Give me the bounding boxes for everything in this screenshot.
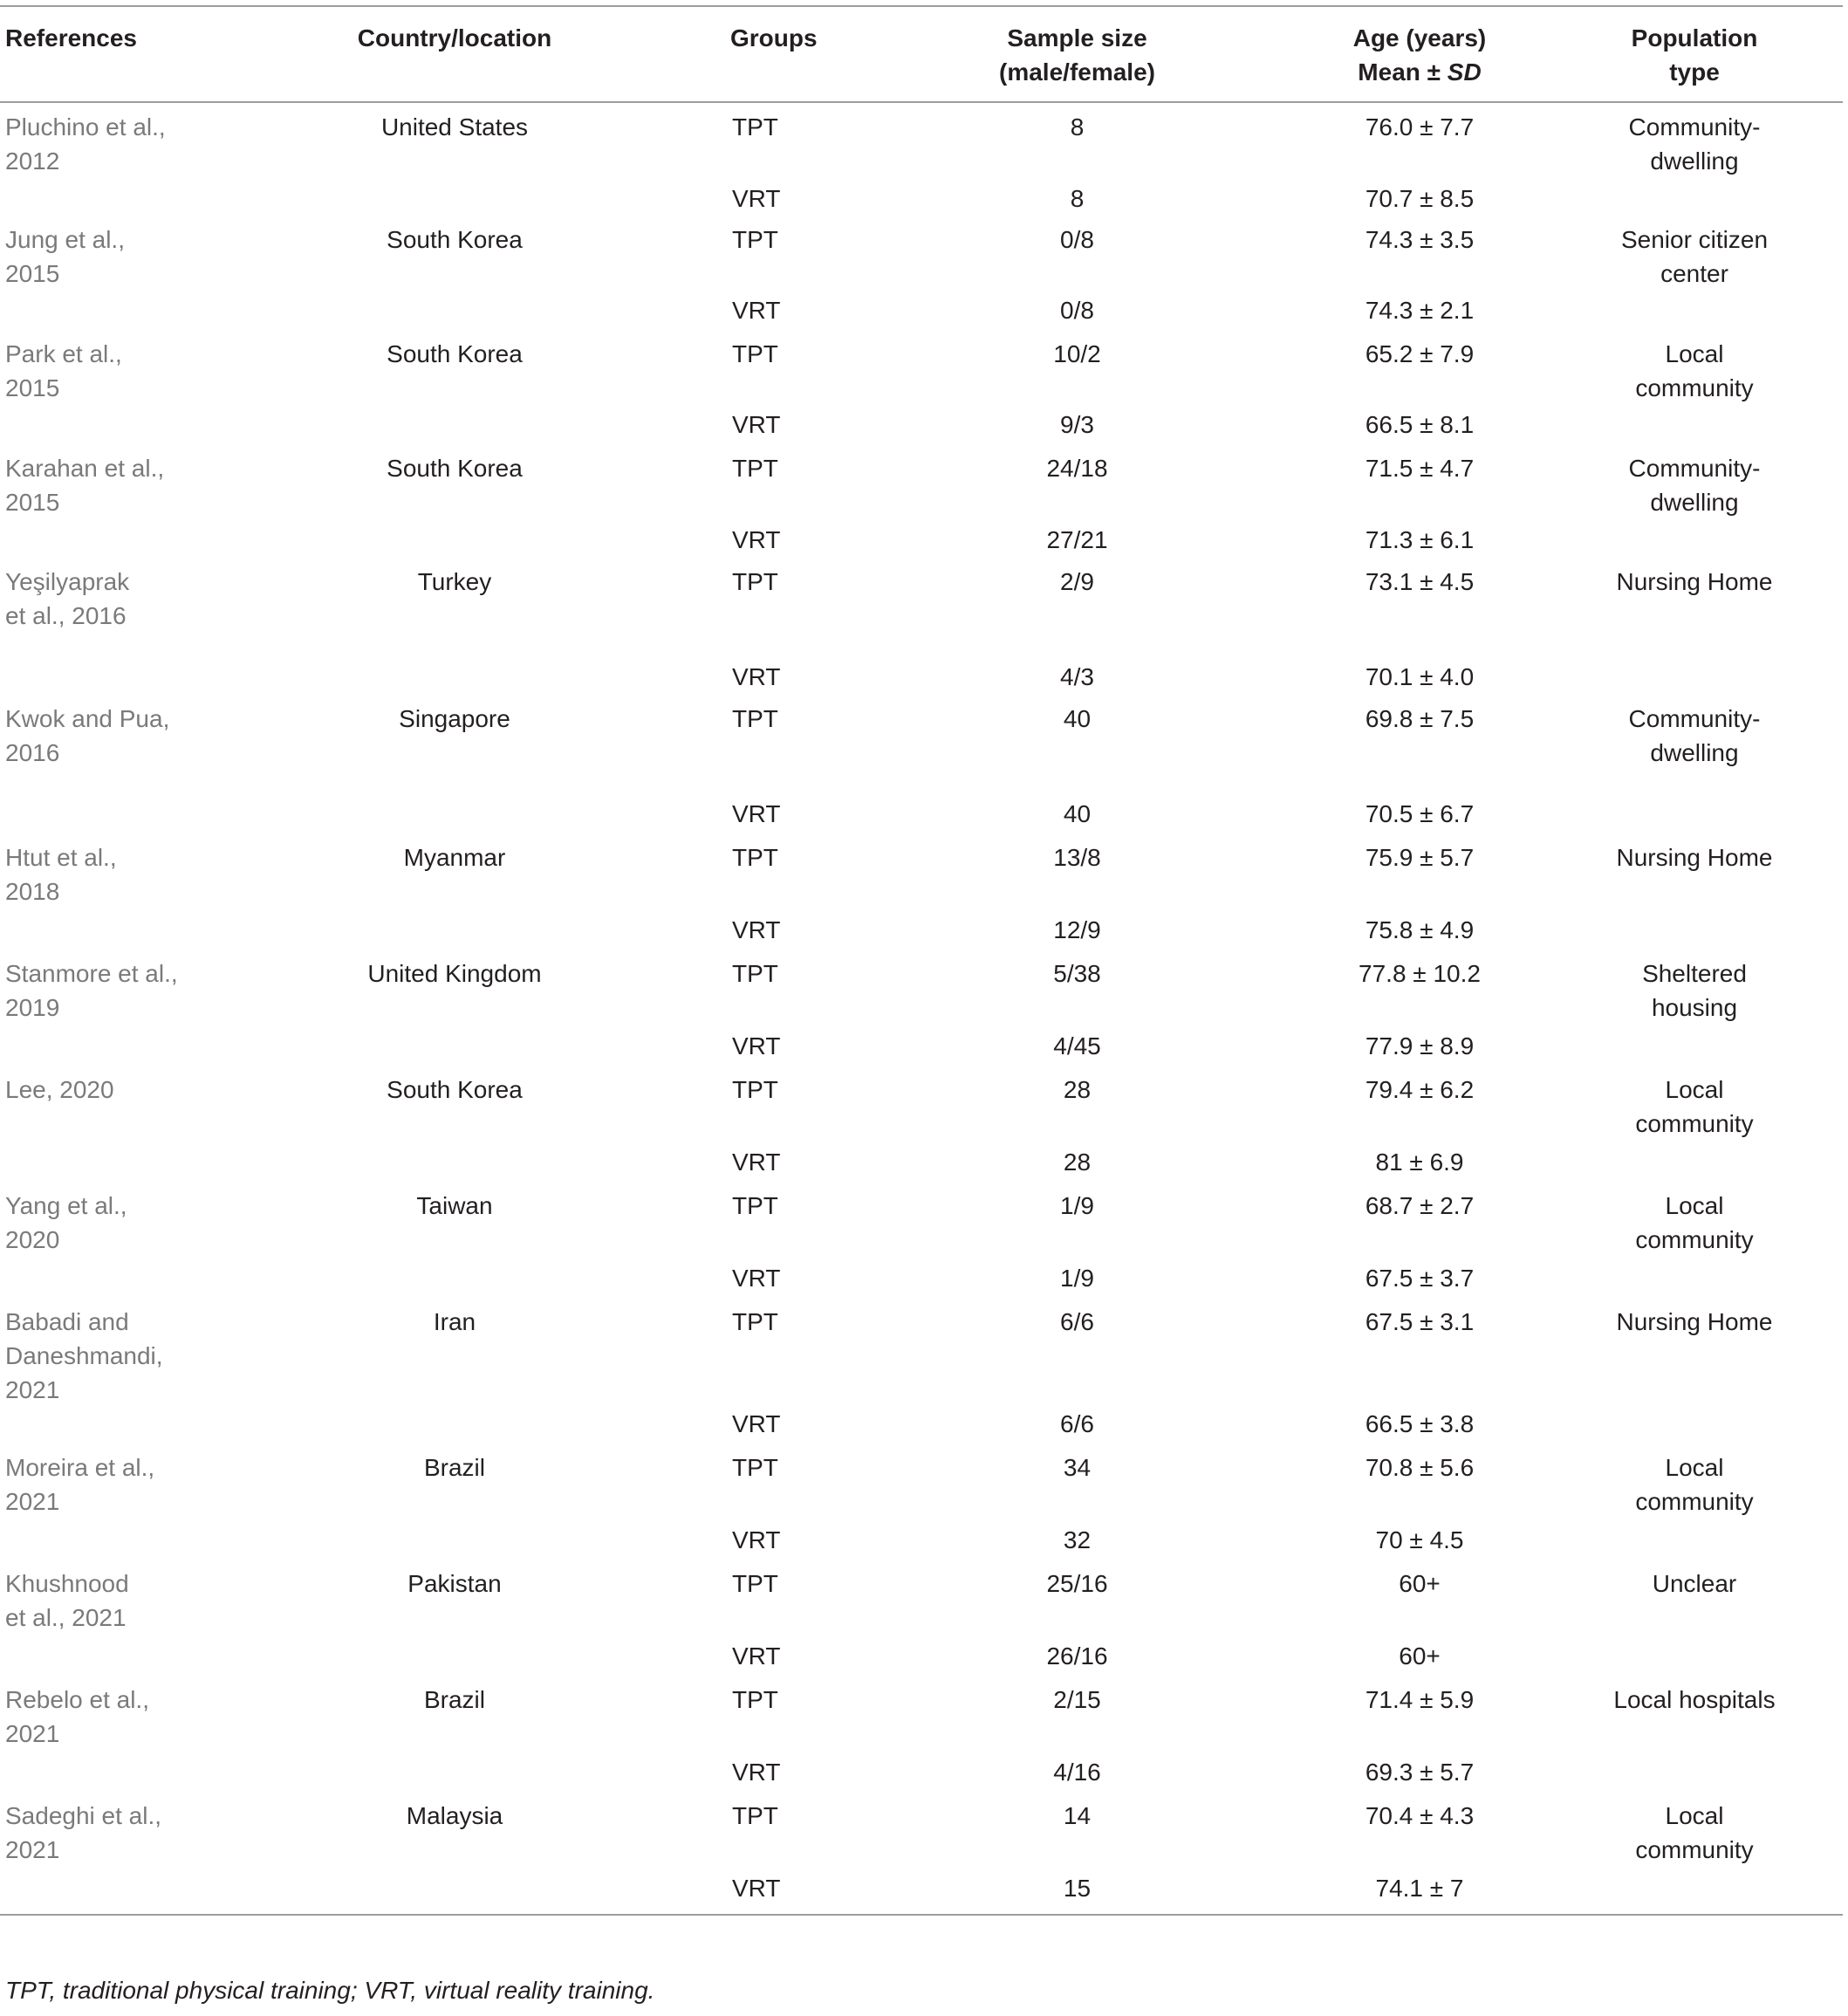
cell-group: VRT: [732, 1526, 781, 1553]
cell-empty: [188, 1523, 722, 1560]
cell-empty: [188, 797, 722, 833]
cell-sample-size: 8: [1070, 185, 1085, 212]
cell-reference: [0, 444, 188, 523]
cell-population-type: [1546, 1560, 1843, 1639]
cell-country: South Korea: [387, 340, 523, 367]
cell-empty: [0, 182, 188, 216]
population-line: dwelling: [1650, 489, 1739, 516]
cell-age: 74.3 ± 2.1: [1365, 297, 1475, 324]
cell-country: South Korea: [387, 226, 523, 253]
population-line: Unclear: [1652, 1570, 1737, 1597]
cell-sample-size: 2/9: [1060, 568, 1094, 595]
cell-group: VRT: [722, 1871, 861, 1915]
cell-group: TPT: [732, 340, 778, 367]
cell-group: TPT: [732, 844, 778, 871]
reference-line: 2020: [5, 1226, 60, 1253]
cell-age: 77.9 ± 8.9: [1365, 1032, 1475, 1059]
cell-sample-size: 15: [861, 1871, 1293, 1915]
cell-population-type: [1546, 558, 1843, 660]
header-age-line2: Mean ±: [1358, 58, 1448, 86]
cell-reference: [0, 102, 188, 182]
reference-line: Karahan et al.,: [5, 455, 165, 482]
header-sample-line1: Sample size: [1007, 24, 1147, 51]
table-row: [0, 330, 1843, 408]
cell-country: Brazil: [423, 1686, 485, 1713]
cell-population-type: [1546, 444, 1843, 523]
cell-empty: [0, 1871, 188, 1915]
cell-population-type: [1546, 1443, 1843, 1523]
header-sample-line2: (male/female): [999, 58, 1155, 86]
cell-group: TPT: [732, 226, 778, 253]
cell-sample-size: 40: [1063, 705, 1092, 732]
cell-age: 70.7 ± 8.5: [1365, 185, 1475, 212]
cell-sample-size: 13/8: [1053, 844, 1101, 871]
cell-empty: [188, 408, 722, 444]
cell-reference: [0, 558, 188, 660]
population-line: Senior citizen: [1620, 226, 1769, 253]
cell-group: VRT: [732, 1642, 781, 1670]
cell-empty: [0, 1523, 188, 1560]
cell-country: South Korea: [387, 1076, 523, 1103]
cell-age: 70.1 ± 4.0: [1365, 663, 1475, 690]
reference-line: Rebelo et al.,: [5, 1686, 149, 1713]
header-pop-line1: Population: [1631, 24, 1758, 51]
cell-group: VRT: [732, 916, 781, 943]
cell-country: Singapore: [399, 705, 510, 732]
cell-reference: [0, 1560, 188, 1639]
cell-group: TPT: [732, 1686, 778, 1713]
reference-line: Yang et al.,: [5, 1192, 127, 1219]
cell-empty: [1546, 523, 1843, 558]
cell-empty: [1546, 1145, 1843, 1182]
table-body: [0, 102, 1843, 1915]
cell-group: VRT: [732, 1759, 781, 1786]
cell-group: TPT: [732, 1802, 778, 1829]
cell-empty: [0, 1029, 188, 1066]
cell-age: 70.5 ± 6.7: [1365, 800, 1475, 827]
cell-country: South Korea: [387, 455, 523, 482]
cell-country: United States: [380, 113, 529, 141]
reference-line: 2015: [5, 489, 60, 516]
table-row: [0, 1871, 1843, 1915]
table-row: [0, 523, 1843, 558]
cell-empty: [188, 913, 722, 950]
population-line: Local hospitals: [1613, 1686, 1776, 1713]
cell-age: 66.5 ± 3.8: [1365, 1410, 1475, 1437]
cell-sample-size: 12/9: [1053, 916, 1101, 943]
table-row: [0, 1261, 1843, 1298]
cell-group: VRT: [732, 800, 781, 827]
cell-empty: [1546, 660, 1843, 695]
reference-line: 2021: [5, 1720, 60, 1747]
population-line: center: [1660, 260, 1728, 287]
table-row: [0, 1676, 1843, 1755]
table-row: [0, 695, 1843, 797]
cell-sample-size: 32: [1063, 1526, 1092, 1553]
cell-group: VRT: [732, 1265, 781, 1292]
cell-age: 67.5 ± 3.1: [1365, 1308, 1475, 1335]
cell-group: VRT: [732, 411, 781, 438]
cell-population-type: [1546, 216, 1843, 293]
cell-reference: [0, 1298, 188, 1407]
cell-empty: [188, 660, 722, 695]
cell-population-type: [1546, 1298, 1843, 1407]
cell-population-type: [1546, 833, 1843, 913]
population-line: Local: [1665, 1802, 1724, 1829]
cell-age: 70 ± 4.5: [1375, 1526, 1464, 1553]
population-line: Sheltered: [1642, 960, 1747, 987]
cell-reference: [0, 216, 188, 293]
header-references: References: [0, 6, 188, 102]
cell-empty: [1546, 1261, 1843, 1298]
cell-age: 60+: [1399, 1570, 1441, 1597]
population-line: community: [1635, 1836, 1754, 1863]
reference-line: Khushnood: [5, 1570, 129, 1597]
population-line: housing: [1651, 994, 1738, 1021]
cell-population-type: [1546, 950, 1843, 1029]
cell-group: TPT: [732, 113, 778, 141]
cell-reference: [0, 1182, 188, 1261]
cell-group: VRT: [732, 297, 781, 324]
cell-empty: [0, 1755, 188, 1792]
cell-age: 75.8 ± 4.9: [1365, 916, 1475, 943]
cell-empty: [0, 1407, 188, 1443]
cell-empty: [0, 1639, 188, 1676]
reference-line: Pluchino et al.,: [5, 113, 166, 141]
table-row: [0, 1298, 1843, 1407]
cell-age: 75.9 ± 5.7: [1365, 844, 1475, 871]
cell-age: 66.5 ± 8.1: [1365, 411, 1475, 438]
population-line: Local: [1665, 340, 1724, 367]
cell-empty: [1546, 1871, 1843, 1915]
reference-line: et al., 2021: [5, 1604, 127, 1631]
population-line: community: [1635, 1488, 1754, 1515]
population-line: Local: [1665, 1076, 1724, 1103]
table-row: [0, 660, 1843, 695]
cell-reference: [0, 833, 188, 913]
cell-population-type: [1546, 1676, 1843, 1755]
cell-empty: [0, 1145, 188, 1182]
table-row: [0, 797, 1843, 833]
reference-line: Yeşilyaprak: [5, 568, 130, 595]
cell-sample-size: 25/16: [1046, 1570, 1108, 1597]
cell-reference: [0, 1443, 188, 1523]
cell-age: 79.4 ± 6.2: [1365, 1076, 1475, 1103]
cell-empty: [188, 1261, 722, 1298]
reference-line: Stanmore et al.,: [5, 960, 178, 987]
table-row: [0, 913, 1843, 950]
population-line: community: [1635, 1110, 1754, 1137]
population-line: Nursing Home: [1616, 1308, 1773, 1335]
cell-population-type: [1546, 695, 1843, 797]
cell-empty: [188, 1639, 722, 1676]
reference-line: et al., 2016: [5, 602, 127, 629]
cell-reference: [0, 1676, 188, 1755]
population-line: Local: [1665, 1454, 1724, 1481]
cell-population-type: [1546, 1792, 1843, 1871]
reference-line: 2015: [5, 374, 60, 401]
reference-line: Jung et al.,: [5, 226, 125, 253]
cell-age: 81 ± 6.9: [1375, 1149, 1464, 1176]
cell-sample-size: 0/8: [1060, 297, 1094, 324]
table-row: [0, 216, 1843, 293]
cell-sample-size: 28: [1063, 1149, 1092, 1176]
reference-line: Babadi and: [5, 1308, 129, 1335]
cell-population-type: [1546, 330, 1843, 408]
cell-sample-size: 14: [1063, 1802, 1092, 1829]
population-line: Community-: [1628, 705, 1761, 732]
cell-sample-size: 0/8: [1060, 226, 1094, 253]
cell-sample-size: 1/9: [1060, 1192, 1094, 1219]
cell-empty: [1546, 1523, 1843, 1560]
cell-sample-size: 26/16: [1046, 1642, 1108, 1670]
header-country: Country/location: [188, 6, 722, 102]
table-row: [0, 1145, 1843, 1182]
reference-line: 2012: [5, 147, 60, 175]
cell-group: TPT: [732, 568, 778, 595]
table-row: [0, 1560, 1843, 1639]
table-footnote: TPT, traditional physical training; VRT, virtual reality training.: [5, 1977, 655, 2004]
cell-empty: [1546, 1755, 1843, 1792]
cell-country: Pakistan: [407, 1570, 502, 1597]
population-line: dwelling: [1650, 147, 1739, 175]
cell-age: 69.8 ± 7.5: [1365, 705, 1475, 732]
header-population-type: [1546, 6, 1843, 102]
cell-reference: [0, 1066, 188, 1145]
header-groups: Groups: [722, 6, 861, 102]
header-age: [1293, 6, 1546, 102]
cell-empty: [0, 660, 188, 695]
cell-group: TPT: [732, 1192, 778, 1219]
population-line: community: [1635, 374, 1754, 401]
cell-population-type: [1546, 1182, 1843, 1261]
cell-population-type: [1546, 102, 1843, 182]
reference-line: Daneshmandi,: [5, 1342, 163, 1369]
cell-sample-size: 1/9: [1060, 1265, 1094, 1292]
cell-sample-size: 6/6: [1060, 1308, 1094, 1335]
cell-sample-size: 8: [1070, 113, 1085, 141]
cell-empty: [0, 1261, 188, 1298]
reference-line: 2021: [5, 1836, 60, 1863]
cell-age: 74.1 ± 7: [1293, 1871, 1546, 1915]
cell-reference: [0, 1792, 188, 1871]
cell-empty: [188, 1145, 722, 1182]
cell-age: 70.8 ± 5.6: [1365, 1454, 1475, 1481]
cell-sample-size: 24/18: [1046, 455, 1108, 482]
reference-line: 2016: [5, 739, 60, 766]
header-sample-size: [861, 6, 1293, 102]
cell-empty: [1546, 797, 1843, 833]
cell-empty: [1546, 408, 1843, 444]
cell-sample-size: 6/6: [1060, 1410, 1094, 1437]
cell-empty: [1546, 1029, 1843, 1066]
cell-sample-size: 27/21: [1046, 526, 1108, 553]
population-line: Nursing Home: [1616, 844, 1773, 871]
header-age-line1: Age (years): [1352, 24, 1487, 51]
table-row: [0, 102, 1843, 182]
cell-sample-size: 4/45: [1053, 1032, 1101, 1059]
cell-sample-size: 34: [1063, 1454, 1092, 1481]
population-line: Community-: [1628, 113, 1761, 141]
cell-empty: [1546, 1639, 1843, 1676]
cell-country: Malaysia: [406, 1802, 503, 1829]
cell-group: TPT: [732, 1076, 778, 1103]
cell-country: Taiwan: [416, 1192, 493, 1219]
reference-line: 2015: [5, 260, 60, 287]
cell-sample-size: 4/16: [1053, 1759, 1101, 1786]
cell-age: 69.3 ± 5.7: [1365, 1759, 1475, 1786]
population-line: community: [1635, 1226, 1754, 1253]
table-row: [0, 950, 1843, 1029]
header-age-sd: SD: [1447, 58, 1482, 86]
reference-line: 2019: [5, 994, 60, 1021]
table-header: [0, 6, 1843, 102]
cell-reference: [0, 950, 188, 1029]
cell-group: TPT: [732, 960, 778, 987]
table-row: [0, 182, 1843, 216]
cell-sample-size: 40: [1063, 800, 1092, 827]
cell-age: 71.3 ± 6.1: [1365, 526, 1475, 553]
cell-empty: [1546, 293, 1843, 330]
cell-empty: [0, 408, 188, 444]
cell-empty: [188, 1755, 722, 1792]
cell-country: Turkey: [417, 568, 492, 595]
cell-age: 76.0 ± 7.7: [1365, 113, 1475, 141]
cell-age: 73.1 ± 4.5: [1365, 568, 1475, 595]
table-row: [0, 1443, 1843, 1523]
population-line: Local: [1665, 1192, 1724, 1219]
cell-empty: [1546, 182, 1843, 216]
cell-group: VRT: [732, 663, 781, 690]
cell-empty: [188, 1871, 722, 1915]
reference-line: Lee, 2020: [5, 1076, 114, 1103]
cell-group: VRT: [732, 526, 781, 553]
cell-sample-size: 9/3: [1060, 411, 1094, 438]
reference-line: Kwok and Pua,: [5, 705, 170, 732]
cell-group: VRT: [732, 1410, 781, 1437]
cell-empty: [188, 523, 722, 558]
reference-line: Moreira et al.,: [5, 1454, 155, 1481]
cell-country: Brazil: [423, 1454, 485, 1481]
study-characteristics-table: [0, 5, 1843, 1916]
cell-age: 67.5 ± 3.7: [1365, 1265, 1475, 1292]
cell-empty: [188, 182, 722, 216]
cell-empty: [0, 913, 188, 950]
reference-line: Sadeghi et al.,: [5, 1802, 162, 1829]
table-row: [0, 1066, 1843, 1145]
cell-group: TPT: [732, 705, 778, 732]
cell-age: 65.2 ± 7.9: [1365, 340, 1475, 367]
table-row: [0, 1755, 1843, 1792]
table-row: [0, 833, 1843, 913]
cell-reference: [0, 695, 188, 797]
reference-line: Park et al.,: [5, 340, 122, 367]
reference-line: 2018: [5, 878, 60, 905]
cell-empty: [0, 293, 188, 330]
cell-group: TPT: [732, 1454, 778, 1481]
table-row: [0, 408, 1843, 444]
cell-empty: [0, 523, 188, 558]
cell-empty: [1546, 913, 1843, 950]
cell-country: United Kingdom: [367, 960, 542, 987]
study-characteristics-table-wrap: [0, 5, 1843, 1916]
population-line: dwelling: [1650, 739, 1739, 766]
cell-group: TPT: [732, 1570, 778, 1597]
cell-empty: [0, 797, 188, 833]
cell-sample-size: 2/15: [1053, 1686, 1101, 1713]
cell-country: Myanmar: [403, 844, 506, 871]
cell-reference: [0, 330, 188, 408]
cell-group: VRT: [732, 1149, 781, 1176]
cell-empty: [188, 1407, 722, 1443]
cell-age: 77.8 ± 10.2: [1359, 960, 1481, 987]
cell-population-type: [1546, 1066, 1843, 1145]
table-row: [0, 1792, 1843, 1871]
cell-sample-size: 10/2: [1053, 340, 1101, 367]
table-row: [0, 558, 1843, 660]
reference-line: 2021: [5, 1376, 60, 1403]
table-row: [0, 444, 1843, 523]
cell-empty: [188, 293, 722, 330]
cell-country: Iran: [433, 1308, 476, 1335]
cell-sample-size: 4/3: [1060, 663, 1094, 690]
cell-age: 74.3 ± 3.5: [1365, 226, 1475, 253]
cell-age: 70.4 ± 4.3: [1365, 1802, 1475, 1829]
cell-age: 71.5 ± 4.7: [1365, 455, 1475, 482]
table-row: [0, 1182, 1843, 1261]
cell-age: 71.4 ± 5.9: [1365, 1686, 1475, 1713]
population-line: Community-: [1628, 455, 1761, 482]
header-row: [0, 6, 1843, 102]
table-row: [0, 293, 1843, 330]
cell-group: VRT: [732, 1032, 781, 1059]
header-pop-line2: type: [1669, 58, 1720, 86]
cell-age: 60+: [1399, 1642, 1441, 1670]
population-line: Nursing Home: [1616, 568, 1773, 595]
cell-group: VRT: [732, 185, 781, 212]
cell-sample-size: 5/38: [1053, 960, 1101, 987]
cell-group: TPT: [732, 1308, 778, 1335]
cell-empty: [1546, 1407, 1843, 1443]
cell-empty: [188, 1029, 722, 1066]
cell-age: 68.7 ± 2.7: [1365, 1192, 1475, 1219]
reference-line: Htut et al.,: [5, 844, 117, 871]
reference-line: 2021: [5, 1488, 60, 1515]
table-row: [0, 1523, 1843, 1560]
cell-sample-size: 28: [1063, 1076, 1092, 1103]
cell-group: TPT: [732, 455, 778, 482]
table-row: [0, 1639, 1843, 1676]
table-row: [0, 1407, 1843, 1443]
table-row: [0, 1029, 1843, 1066]
